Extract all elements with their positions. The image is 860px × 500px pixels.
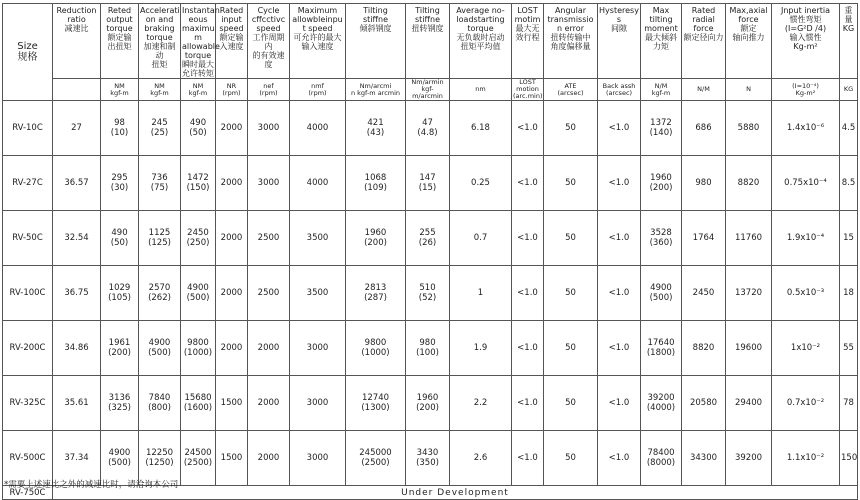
value-cell: <1.0 bbox=[512, 101, 544, 156]
column-header: Reted output torque 额定输 出扭矩 bbox=[101, 4, 139, 79]
column-header: Rated radial force 额定径向力 bbox=[682, 4, 726, 79]
column-header: Average no- loadstarting torque 无负载时启动 扭矩平均值 bbox=[450, 4, 512, 79]
size-cell: RV-100C bbox=[3, 266, 53, 321]
value-cell: 2000 bbox=[216, 156, 248, 211]
value-cell: <1.0 bbox=[512, 211, 544, 266]
value-cell: 17640 (1800) bbox=[641, 321, 682, 376]
header-row bbox=[3, 4, 858, 79]
column-unit: nmf (rpm) bbox=[290, 79, 346, 101]
value-cell: 1960 (200) bbox=[406, 376, 450, 431]
value-cell: 7840 (800) bbox=[139, 376, 181, 431]
value-cell: <1.0 bbox=[598, 156, 641, 211]
value-cell: 510 (52) bbox=[406, 266, 450, 321]
value-cell: 34300 bbox=[682, 431, 726, 486]
value-cell: 50 bbox=[544, 266, 598, 321]
column-header: Maximum allowbleinpu t speed 可允许的最大 输入速度 bbox=[290, 4, 346, 79]
value-cell: 1x10⁻² bbox=[772, 321, 840, 376]
value-cell: 2450 bbox=[682, 266, 726, 321]
value-cell: 27 bbox=[53, 101, 101, 156]
value-cell: 12740 (1300) bbox=[346, 376, 406, 431]
table-row bbox=[3, 211, 858, 266]
table-row bbox=[3, 101, 858, 156]
value-cell: 2.2 bbox=[450, 376, 512, 431]
column-unit: LOST motion (arc.min) bbox=[513, 78, 543, 100]
value-cell: <1.0 bbox=[598, 211, 641, 266]
table-row bbox=[3, 156, 858, 211]
value-cell: 0.7x10⁻² bbox=[772, 376, 840, 431]
value-cell: 1500 bbox=[216, 376, 248, 431]
spec-table bbox=[2, 3, 858, 500]
table-row bbox=[3, 376, 858, 431]
value-cell: 2450 (250) bbox=[181, 211, 216, 266]
value-cell: 4900 (500) bbox=[641, 266, 682, 321]
value-cell: 3000 bbox=[290, 376, 346, 431]
value-cell: 1 bbox=[450, 266, 512, 321]
value-cell: <1.0 bbox=[512, 156, 544, 211]
value-cell: 1068 (109) bbox=[346, 156, 406, 211]
value-cell: 9800 (1000) bbox=[181, 321, 216, 376]
column-header: Reduction ratio 减速比 bbox=[53, 4, 101, 79]
column-unit: nm bbox=[450, 79, 512, 101]
table-row bbox=[3, 321, 858, 376]
value-cell: 13720 bbox=[726, 266, 772, 321]
column-unit: Nm/armin kgf-m/arcmin bbox=[406, 79, 450, 101]
under-development-note: Under Development bbox=[53, 486, 858, 500]
value-cell: 50 bbox=[544, 211, 598, 266]
value-cell: 2813 (287) bbox=[346, 266, 406, 321]
value-cell: 1960 (200) bbox=[346, 211, 406, 266]
value-cell: 4.5 bbox=[840, 101, 858, 156]
column-header: Tilting stiffne 扭转钢度 bbox=[406, 4, 450, 79]
size-cell: RV-10C bbox=[3, 101, 53, 156]
value-cell: 686 bbox=[682, 101, 726, 156]
value-cell: <1.0 bbox=[512, 266, 544, 321]
value-cell: 736 (75) bbox=[139, 156, 181, 211]
value-cell: 2000 bbox=[248, 431, 290, 486]
value-cell: 55 bbox=[840, 321, 858, 376]
value-cell: 295 (30) bbox=[101, 156, 139, 211]
value-cell: <1.0 bbox=[598, 376, 641, 431]
column-unit: NM kgf-m bbox=[101, 79, 139, 101]
value-cell: 1.4x10⁻⁶ bbox=[772, 101, 840, 156]
size-cell: RV-200C bbox=[3, 321, 53, 376]
footnote: *需要上述速比之外的减速比时，请洽询本公司 bbox=[4, 480, 179, 490]
column-unit: KG bbox=[840, 79, 858, 101]
value-cell: 3000 bbox=[290, 321, 346, 376]
value-cell: 8820 bbox=[726, 156, 772, 211]
value-cell: 35.61 bbox=[53, 376, 101, 431]
size-cell: RV-325C bbox=[3, 376, 53, 431]
value-cell: <1.0 bbox=[512, 376, 544, 431]
value-cell: 24500 (2500) bbox=[181, 431, 216, 486]
value-cell: 3000 bbox=[248, 101, 290, 156]
value-cell: 3430 (350) bbox=[406, 431, 450, 486]
column-header: Tilting stiffne 倾斜钢度 bbox=[346, 4, 406, 79]
column-header: Hysteresy s 间隙 bbox=[598, 4, 641, 79]
value-cell: 32.54 bbox=[53, 211, 101, 266]
value-cell: 1500 bbox=[216, 431, 248, 486]
value-cell: 3000 bbox=[290, 431, 346, 486]
column-unit bbox=[53, 79, 101, 101]
value-cell: 147 (15) bbox=[406, 156, 450, 211]
value-cell: 2000 bbox=[248, 376, 290, 431]
value-cell: 255 (26) bbox=[406, 211, 450, 266]
size-cell: RV-50C bbox=[3, 211, 53, 266]
value-cell: 421 (43) bbox=[346, 101, 406, 156]
value-cell: 15 bbox=[840, 211, 858, 266]
value-cell: 490 (50) bbox=[181, 101, 216, 156]
value-cell: 3500 bbox=[290, 211, 346, 266]
value-cell: 1961 (200) bbox=[101, 321, 139, 376]
value-cell: 18 bbox=[840, 266, 858, 321]
value-cell: <1.0 bbox=[512, 431, 544, 486]
value-cell: 980 bbox=[682, 156, 726, 211]
column-unit: NR (rpm) bbox=[216, 79, 248, 101]
column-unit: NM kgf-m bbox=[181, 79, 216, 101]
value-cell: 36.57 bbox=[53, 156, 101, 211]
value-cell: 1372 (140) bbox=[641, 101, 682, 156]
column-header: Max tilting moment 最大倾斜 力矩 bbox=[641, 4, 682, 79]
value-cell: 2570 (262) bbox=[139, 266, 181, 321]
value-cell: 0.7 bbox=[450, 211, 512, 266]
column-unit: N/M kgf-m bbox=[641, 79, 682, 101]
value-cell: 39200 (4000) bbox=[641, 376, 682, 431]
value-cell: 29400 bbox=[726, 376, 772, 431]
value-cell: 36.75 bbox=[53, 266, 101, 321]
value-cell: 50 bbox=[544, 156, 598, 211]
column-unit: NM kgf-m bbox=[139, 79, 181, 101]
value-cell: 1472 (150) bbox=[181, 156, 216, 211]
column-header: Jnput inertia 惯性弯矩 (I=G²D /4) 输入惯性 Kg-m² bbox=[772, 4, 840, 79]
column-unit: ATE (arcsec) bbox=[544, 79, 598, 101]
value-cell: 4900 (500) bbox=[101, 431, 139, 486]
column-unit: Nm/arcmi n kgf-m arcmin bbox=[346, 79, 406, 101]
value-cell: 50 bbox=[544, 376, 598, 431]
value-cell: 2500 bbox=[248, 211, 290, 266]
value-cell: 1.9 bbox=[450, 321, 512, 376]
table-row bbox=[3, 266, 858, 321]
value-cell: 2.6 bbox=[450, 431, 512, 486]
value-cell: 2000 bbox=[216, 266, 248, 321]
value-cell: 98 (10) bbox=[101, 101, 139, 156]
value-cell: 245 (25) bbox=[139, 101, 181, 156]
column-header: Angular transmissio n error 扭转传输中 角度偏移量 bbox=[544, 4, 598, 79]
column-header: Cycle cffcctivc speed 工作周期内 的有效速度 bbox=[248, 4, 290, 79]
value-cell: 19600 bbox=[726, 321, 772, 376]
column-header: Instantan eous maximu m allowable torque 瞬时最大 允许转矩 bbox=[181, 4, 216, 79]
value-cell: 2000 bbox=[216, 321, 248, 376]
size-cell: RV-750C bbox=[3, 486, 53, 500]
column-header: Rated input speed 额定输 入速度 bbox=[216, 4, 248, 79]
value-cell: <1.0 bbox=[598, 431, 641, 486]
value-cell: <1.0 bbox=[598, 101, 641, 156]
column-unit: nef (rpm) bbox=[248, 79, 290, 101]
value-cell: 37.34 bbox=[53, 431, 101, 486]
value-cell: 6.18 bbox=[450, 101, 512, 156]
value-cell: 3500 bbox=[290, 266, 346, 321]
value-cell: 4000 bbox=[290, 156, 346, 211]
value-cell: 3136 (325) bbox=[101, 376, 139, 431]
value-cell: 8820 bbox=[682, 321, 726, 376]
value-cell: 980 (100) bbox=[406, 321, 450, 376]
value-cell: 490 (50) bbox=[101, 211, 139, 266]
value-cell: 0.75x10⁻⁴ bbox=[772, 156, 840, 211]
value-cell: 150 bbox=[840, 431, 858, 486]
value-cell: 5880 bbox=[726, 101, 772, 156]
value-cell: <1.0 bbox=[512, 321, 544, 376]
value-cell: 1.9x10⁻⁴ bbox=[772, 211, 840, 266]
value-cell: <1.0 bbox=[598, 266, 641, 321]
column-header: Size 规格 bbox=[3, 4, 53, 101]
value-cell: 4900 (500) bbox=[139, 321, 181, 376]
value-cell: 50 bbox=[544, 431, 598, 486]
column-header: Accelerati on and braking torque 加速和制动 扭矩 bbox=[139, 4, 181, 79]
size-cell: RV-27C bbox=[3, 156, 53, 211]
column-header: 重量 KG bbox=[840, 4, 858, 79]
value-cell: 50 bbox=[544, 101, 598, 156]
column-unit: Back assh (arcsec) bbox=[598, 79, 641, 101]
value-cell: 4900 (500) bbox=[181, 266, 216, 321]
column-unit: N/M bbox=[682, 79, 726, 101]
value-cell: 47 (4.8) bbox=[406, 101, 450, 156]
value-cell: 0.25 bbox=[450, 156, 512, 211]
value-cell: 20580 bbox=[682, 376, 726, 431]
table-body bbox=[3, 101, 858, 500]
value-cell: 78 bbox=[840, 376, 858, 431]
value-cell: 2000 bbox=[248, 321, 290, 376]
value-cell: 34.86 bbox=[53, 321, 101, 376]
value-cell: 50 bbox=[544, 321, 598, 376]
value-cell: 39200 bbox=[726, 431, 772, 486]
unit-row bbox=[3, 79, 858, 101]
value-cell: 2000 bbox=[216, 101, 248, 156]
value-cell: 78400 (8000) bbox=[641, 431, 682, 486]
column-unit: (I=10⁻⁴) Kg-m² bbox=[772, 79, 840, 101]
value-cell: 4000 bbox=[290, 101, 346, 156]
value-cell: 2000 bbox=[216, 211, 248, 266]
value-cell: 9800 (1000) bbox=[346, 321, 406, 376]
value-cell: <1.0 bbox=[598, 321, 641, 376]
value-cell: 245000 (2500) bbox=[346, 431, 406, 486]
value-cell: 8.5 bbox=[840, 156, 858, 211]
value-cell: 1125 (125) bbox=[139, 211, 181, 266]
value-cell: 1029 (105) bbox=[101, 266, 139, 321]
value-cell: 11760 bbox=[726, 211, 772, 266]
column-header: LOST motim 最大无 效行程 bbox=[512, 4, 544, 79]
size-cell: RV-500C bbox=[3, 431, 53, 486]
value-cell: 0.5x10⁻³ bbox=[772, 266, 840, 321]
value-cell: 2500 bbox=[248, 266, 290, 321]
column-unit: N bbox=[726, 79, 772, 101]
value-cell: 3528 (360) bbox=[641, 211, 682, 266]
value-cell: 15680 (1600) bbox=[181, 376, 216, 431]
value-cell: 1764 bbox=[682, 211, 726, 266]
column-header: Max,axial force 额定 轴向推力 bbox=[726, 4, 772, 79]
value-cell: 3000 bbox=[248, 156, 290, 211]
value-cell: 1960 (200) bbox=[641, 156, 682, 211]
value-cell: 1.1x10⁻² bbox=[772, 431, 840, 486]
value-cell: 12250 (1250) bbox=[139, 431, 181, 486]
